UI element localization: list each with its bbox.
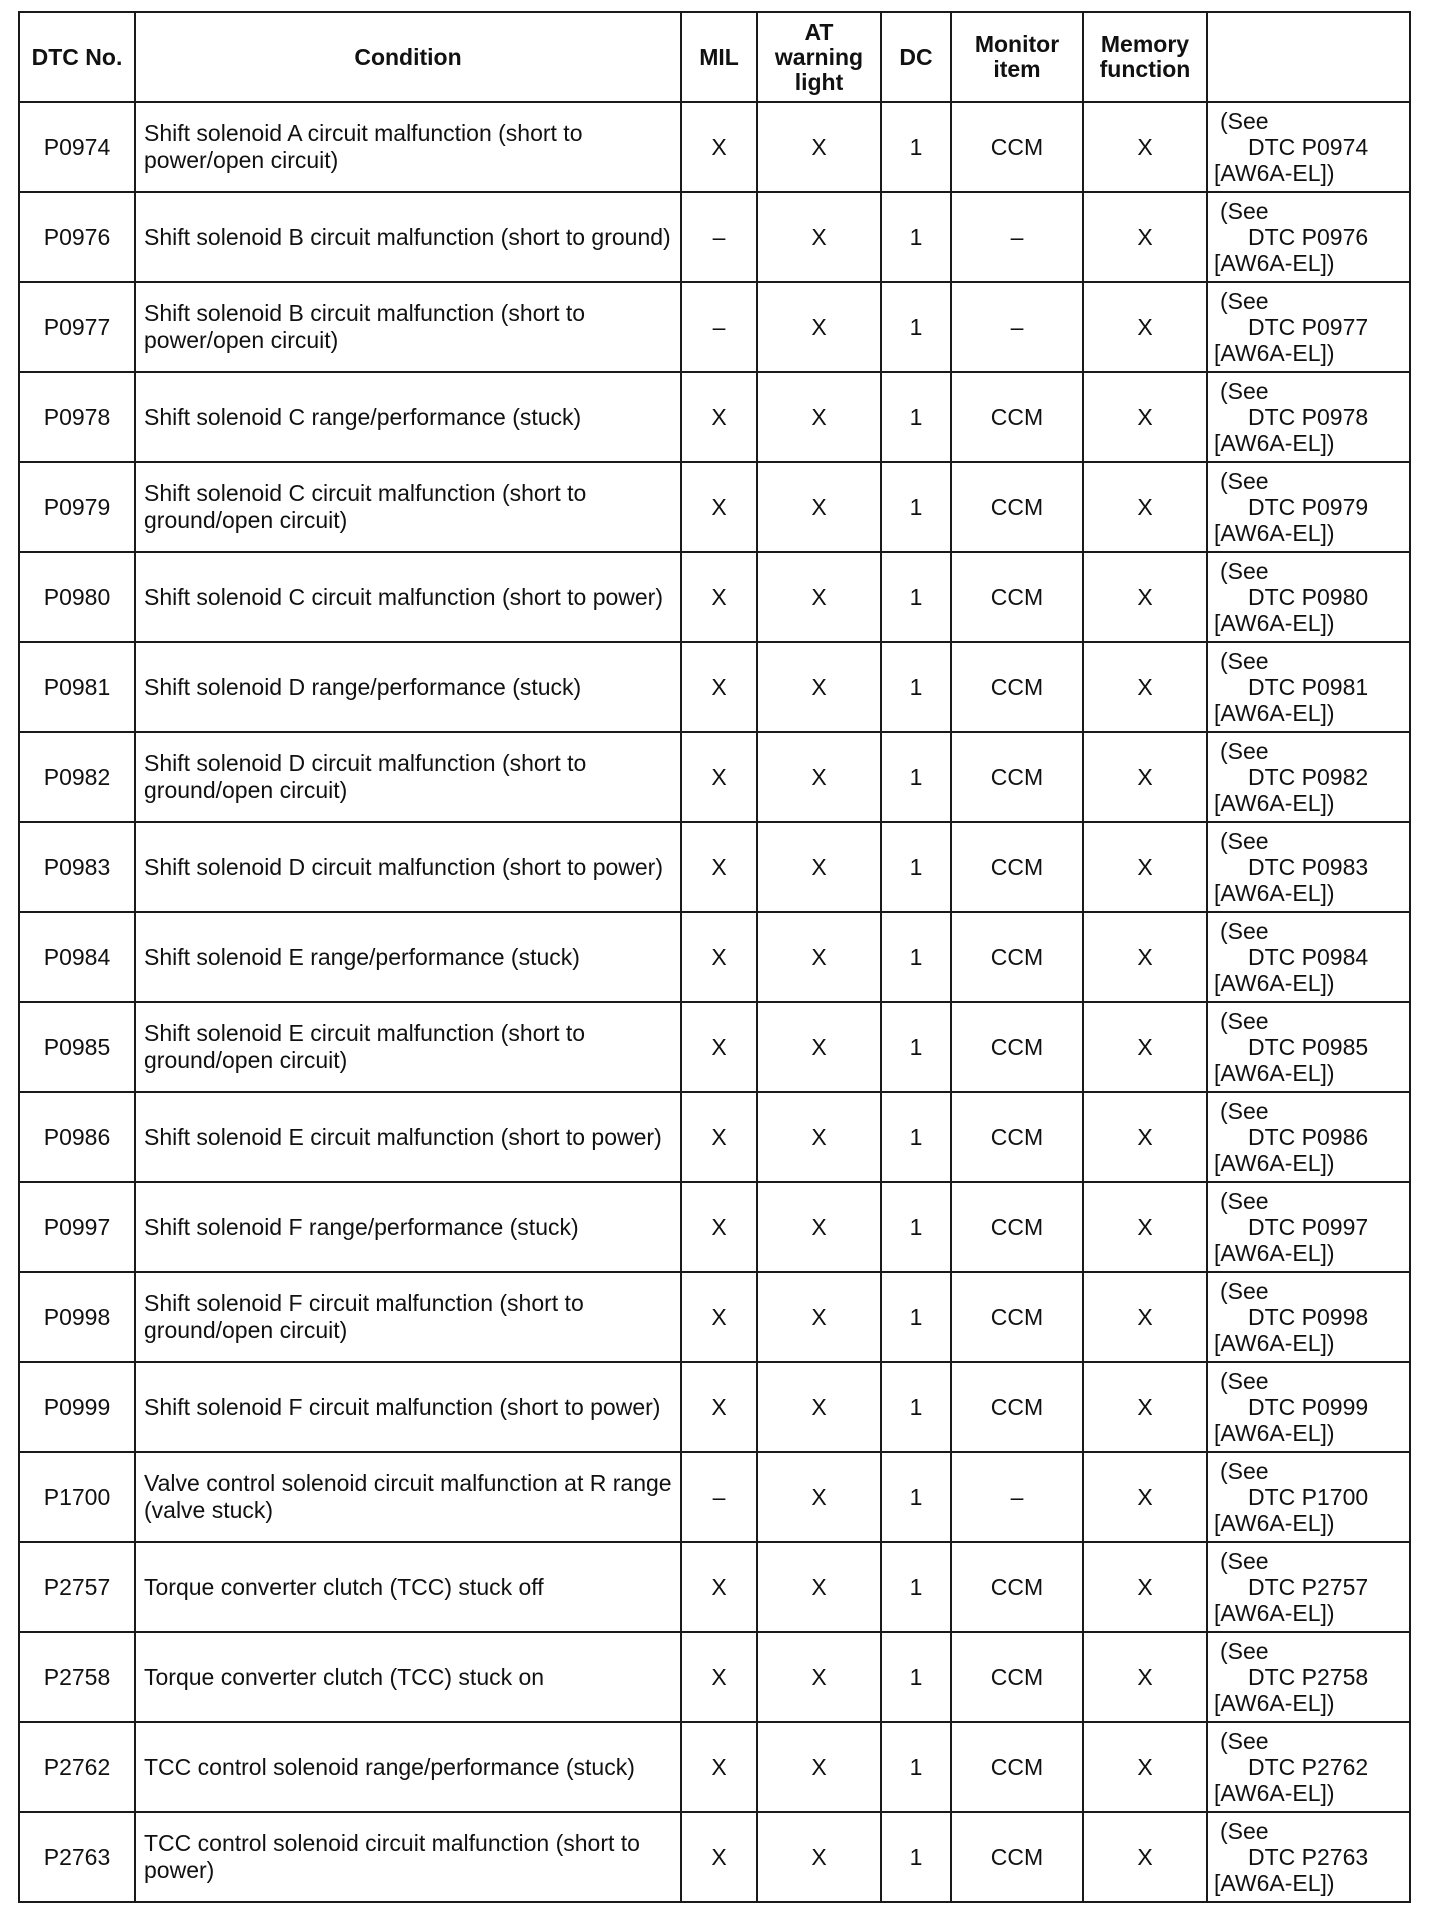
dc-cell: 1: [881, 552, 951, 642]
reference-line: DTC P0981: [1248, 674, 1369, 700]
header-monitor-item-line: item: [993, 56, 1041, 82]
monitor-item-cell: CCM: [951, 462, 1083, 552]
condition-cell: Shift solenoid C circuit malfunction (short to ground/open circuit): [135, 462, 681, 552]
reference-line: DTC P0974: [1248, 134, 1369, 160]
memory-function-cell: X: [1083, 1362, 1207, 1452]
at-warning-light-cell: X: [757, 912, 881, 1002]
reference-line: [AW6A-EL]): [1214, 1870, 1335, 1896]
reference-line: (See: [1220, 198, 1269, 224]
condition-cell: Shift solenoid F range/performance (stuck): [135, 1182, 681, 1272]
reference-cell: [1207, 192, 1410, 282]
mil-cell: X: [681, 642, 757, 732]
dtc-table: [18, 11, 1411, 1903]
dtc-code-cell: P2757: [19, 1542, 135, 1632]
condition-cell: TCC control solenoid range/performance (stuck): [135, 1722, 681, 1812]
condition-cell: Shift solenoid C circuit malfunction (short to power): [135, 552, 681, 642]
reference-line: (See: [1220, 468, 1269, 494]
dtc-code-cell: P0999: [19, 1362, 135, 1452]
reference-cell: [1207, 1362, 1410, 1452]
header-condition: Condition: [135, 12, 681, 102]
reference-line: DTC P0984: [1248, 944, 1369, 970]
monitor-item-cell: CCM: [951, 1272, 1083, 1362]
reference-cell: [1207, 822, 1410, 912]
mil-cell: X: [681, 1542, 757, 1632]
reference-line: [AW6A-EL]): [1214, 1690, 1335, 1716]
reference-line: DTC P0997: [1248, 1214, 1369, 1240]
dc-cell: 1: [881, 1002, 951, 1092]
header-memory-function-line: function: [1099, 56, 1191, 82]
reference-line: (See: [1220, 918, 1269, 944]
reference-line: DTC P0985: [1248, 1034, 1369, 1060]
reference-cell: [1207, 1632, 1410, 1722]
dc-cell: 1: [881, 1632, 951, 1722]
table-row: [19, 1812, 1410, 1902]
monitor-item-cell: CCM: [951, 1722, 1083, 1812]
reference-line: (See: [1220, 648, 1269, 674]
reference-line: (See: [1220, 1188, 1269, 1214]
dtc-code-cell: P0998: [19, 1272, 135, 1362]
at-warning-light-cell: X: [757, 1092, 881, 1182]
condition-cell: TCC control solenoid circuit malfunction (short to power): [135, 1812, 681, 1902]
table-row: [19, 552, 1410, 642]
reference-line: [AW6A-EL]): [1214, 1510, 1335, 1536]
mil-cell: –: [681, 1452, 757, 1542]
reference-line: DTC P2763: [1248, 1844, 1369, 1870]
table-row: [19, 192, 1410, 282]
header-memory-function: [1083, 12, 1207, 102]
mil-cell: X: [681, 372, 757, 462]
at-warning-light-cell: X: [757, 1452, 881, 1542]
condition-cell: Shift solenoid D range/performance (stuck): [135, 642, 681, 732]
memory-function-cell: X: [1083, 1812, 1207, 1902]
at-warning-light-cell: X: [757, 1722, 881, 1812]
reference-line: DTC P0979: [1248, 494, 1369, 520]
reference-line: [AW6A-EL]): [1214, 1060, 1335, 1086]
reference-cell: [1207, 1452, 1410, 1542]
monitor-item-cell: CCM: [951, 1632, 1083, 1722]
monitor-item-cell: CCM: [951, 102, 1083, 192]
monitor-item-cell: CCM: [951, 912, 1083, 1002]
reference-line: DTC P0982: [1248, 764, 1369, 790]
dc-cell: 1: [881, 1362, 951, 1452]
reference-line: (See: [1220, 288, 1269, 314]
monitor-item-cell: CCM: [951, 552, 1083, 642]
monitor-item-cell: CCM: [951, 1812, 1083, 1902]
table-row: [19, 462, 1410, 552]
at-warning-light-cell: X: [757, 1632, 881, 1722]
condition-cell: Shift solenoid D circuit malfunction (short to power): [135, 822, 681, 912]
dc-cell: 1: [881, 642, 951, 732]
reference-cell: [1207, 552, 1410, 642]
reference-line: [AW6A-EL]): [1214, 160, 1335, 186]
table-row: [19, 912, 1410, 1002]
dc-cell: 1: [881, 732, 951, 822]
dc-cell: 1: [881, 912, 951, 1002]
dc-cell: 1: [881, 1182, 951, 1272]
at-warning-light-cell: X: [757, 1002, 881, 1092]
condition-cell: Valve control solenoid circuit malfunction at R range (valve stuck): [135, 1452, 681, 1542]
dtc-code-cell: P0984: [19, 912, 135, 1002]
mil-cell: –: [681, 192, 757, 282]
dtc-code-cell: P1700: [19, 1452, 135, 1542]
reference-line: (See: [1220, 108, 1269, 134]
dtc-code-cell: P0974: [19, 102, 135, 192]
reference-line: DTC P0978: [1248, 404, 1369, 430]
dtc-code-cell: P0982: [19, 732, 135, 822]
condition-cell: Shift solenoid F circuit malfunction (short to ground/open circuit): [135, 1272, 681, 1362]
reference-cell: [1207, 912, 1410, 1002]
reference-line: DTC P2758: [1248, 1664, 1369, 1690]
at-warning-light-cell: X: [757, 822, 881, 912]
table-row: [19, 1002, 1410, 1092]
dtc-code-cell: P0977: [19, 282, 135, 372]
table-row: [19, 1272, 1410, 1362]
memory-function-cell: X: [1083, 462, 1207, 552]
reference-cell: [1207, 1182, 1410, 1272]
reference-line: [AW6A-EL]): [1214, 1150, 1335, 1176]
memory-function-cell: X: [1083, 1272, 1207, 1362]
reference-line: DTC P0983: [1248, 854, 1369, 880]
mil-cell: X: [681, 1272, 757, 1362]
at-warning-light-cell: X: [757, 1272, 881, 1362]
reference-cell: [1207, 732, 1410, 822]
memory-function-cell: X: [1083, 1092, 1207, 1182]
dc-cell: 1: [881, 102, 951, 192]
reference-line: (See: [1220, 1278, 1269, 1304]
reference-line: (See: [1220, 1098, 1269, 1124]
condition-cell: Shift solenoid E circuit malfunction (short to ground/open circuit): [135, 1002, 681, 1092]
condition-cell: Shift solenoid C range/performance (stuck): [135, 372, 681, 462]
reference-line: DTC P0998: [1248, 1304, 1369, 1330]
reference-line: [AW6A-EL]): [1214, 880, 1335, 906]
memory-function-cell: X: [1083, 192, 1207, 282]
reference-line: DTC P0986: [1248, 1124, 1369, 1150]
table-row: [19, 372, 1410, 462]
reference-line: (See: [1220, 1818, 1269, 1844]
mil-cell: X: [681, 1002, 757, 1092]
reference-line: DTC P0999: [1248, 1394, 1369, 1420]
condition-cell: Shift solenoid B circuit malfunction (short to ground): [135, 192, 681, 282]
dc-cell: 1: [881, 192, 951, 282]
at-warning-light-cell: X: [757, 102, 881, 192]
reference-line: [AW6A-EL]): [1214, 1240, 1335, 1266]
header-at-warning-light-line: light: [794, 68, 844, 95]
table-body: [19, 102, 1410, 1902]
reference-line: [AW6A-EL]): [1214, 520, 1335, 546]
memory-function-cell: X: [1083, 732, 1207, 822]
condition-cell: Shift solenoid B circuit malfunction (short to power/open circuit): [135, 282, 681, 372]
at-warning-light-cell: X: [757, 642, 881, 732]
mil-cell: X: [681, 1722, 757, 1812]
reference-line: (See: [1220, 828, 1269, 854]
dtc-code-cell: P0986: [19, 1092, 135, 1182]
reference-line: [AW6A-EL]): [1214, 1420, 1335, 1446]
mil-cell: X: [681, 462, 757, 552]
reference-line: [AW6A-EL]): [1214, 610, 1335, 636]
dtc-code-cell: P0979: [19, 462, 135, 552]
at-warning-light-cell: X: [757, 1812, 881, 1902]
reference-line: (See: [1220, 1008, 1269, 1034]
monitor-item-cell: CCM: [951, 732, 1083, 822]
dc-cell: 1: [881, 1092, 951, 1182]
table-row: [19, 1722, 1410, 1812]
monitor-item-cell: CCM: [951, 1362, 1083, 1452]
header-at-warning-light: [757, 12, 881, 102]
table-row: [19, 102, 1410, 192]
condition-cell: Shift solenoid D circuit malfunction (short to ground/open circuit): [135, 732, 681, 822]
monitor-item-cell: –: [951, 282, 1083, 372]
memory-function-cell: X: [1083, 912, 1207, 1002]
mil-cell: X: [681, 912, 757, 1002]
table-row: [19, 642, 1410, 732]
at-warning-light-cell: X: [757, 1362, 881, 1452]
at-warning-light-cell: X: [757, 462, 881, 552]
reference-line: [AW6A-EL]): [1214, 340, 1335, 366]
dc-cell: 1: [881, 1542, 951, 1632]
mil-cell: X: [681, 1092, 757, 1182]
reference-line: DTC P0976: [1248, 224, 1369, 250]
reference-line: (See: [1220, 378, 1269, 404]
condition-cell: Torque converter clutch (TCC) stuck on: [135, 1632, 681, 1722]
header-memory-function-line: Memory: [1100, 31, 1190, 57]
header-dtc-no: DTC No.: [19, 12, 135, 102]
dc-cell: 1: [881, 1722, 951, 1812]
at-warning-light-cell: X: [757, 1182, 881, 1272]
dtc-table-page: [18, 11, 1409, 1903]
at-warning-light-cell: X: [757, 192, 881, 282]
reference-line: (See: [1220, 1368, 1269, 1394]
table-row: [19, 1542, 1410, 1632]
reference-line: DTC P2762: [1248, 1754, 1369, 1780]
memory-function-cell: X: [1083, 822, 1207, 912]
monitor-item-cell: –: [951, 1452, 1083, 1542]
dtc-code-cell: P0976: [19, 192, 135, 282]
mil-cell: X: [681, 102, 757, 192]
condition-cell: Shift solenoid A circuit malfunction (short to power/open circuit): [135, 102, 681, 192]
reference-line: (See: [1220, 1458, 1269, 1484]
memory-function-cell: X: [1083, 1542, 1207, 1632]
dtc-code-cell: P2763: [19, 1812, 135, 1902]
memory-function-cell: X: [1083, 1452, 1207, 1542]
reference-cell: [1207, 1812, 1410, 1902]
reference-line: (See: [1220, 1548, 1269, 1574]
reference-line: [AW6A-EL]): [1214, 700, 1335, 726]
dtc-code-cell: P0978: [19, 372, 135, 462]
mil-cell: X: [681, 822, 757, 912]
reference-line: DTC P1700: [1248, 1484, 1369, 1510]
table-row: [19, 1632, 1410, 1722]
table-row: [19, 1182, 1410, 1272]
dc-cell: 1: [881, 822, 951, 912]
table-row: [19, 822, 1410, 912]
mil-cell: X: [681, 552, 757, 642]
reference-line: [AW6A-EL]): [1214, 1600, 1335, 1626]
dtc-code-cell: P0980: [19, 552, 135, 642]
reference-line: [AW6A-EL]): [1214, 970, 1335, 996]
reference-cell: [1207, 1542, 1410, 1632]
reference-cell: [1207, 462, 1410, 552]
dc-cell: 1: [881, 462, 951, 552]
reference-cell: [1207, 1002, 1410, 1092]
condition-cell: Shift solenoid F circuit malfunction (short to power): [135, 1362, 681, 1452]
reference-line: DTC P0977: [1248, 314, 1369, 340]
reference-cell: [1207, 1272, 1410, 1362]
at-warning-light-cell: X: [757, 372, 881, 462]
at-warning-light-cell: X: [757, 1542, 881, 1632]
monitor-item-cell: CCM: [951, 1182, 1083, 1272]
reference-cell: [1207, 372, 1410, 462]
table-row: [19, 1092, 1410, 1182]
monitor-item-cell: CCM: [951, 372, 1083, 462]
mil-cell: X: [681, 1362, 757, 1452]
condition-cell: Shift solenoid E range/performance (stuck): [135, 912, 681, 1002]
reference-cell: [1207, 102, 1410, 192]
header-monitor-item-line: Monitor: [974, 31, 1060, 57]
reference-line: [AW6A-EL]): [1214, 430, 1335, 456]
reference-cell: [1207, 1722, 1410, 1812]
monitor-item-cell: CCM: [951, 642, 1083, 732]
at-warning-light-cell: X: [757, 552, 881, 642]
dtc-code-cell: P0985: [19, 1002, 135, 1092]
header-monitor-item: [951, 12, 1083, 102]
mil-cell: –: [681, 282, 757, 372]
reference-line: (See: [1220, 1728, 1269, 1754]
dtc-code-cell: P2762: [19, 1722, 135, 1812]
reference-line: DTC P0980: [1248, 584, 1369, 610]
dc-cell: 1: [881, 282, 951, 372]
reference-line: (See: [1220, 1638, 1269, 1664]
monitor-item-cell: –: [951, 192, 1083, 282]
dc-cell: 1: [881, 372, 951, 462]
reference-line: [AW6A-EL]): [1214, 1780, 1335, 1806]
monitor-item-cell: CCM: [951, 822, 1083, 912]
reference-line: DTC P2757: [1248, 1574, 1369, 1600]
monitor-item-cell: CCM: [951, 1542, 1083, 1632]
mil-cell: X: [681, 1812, 757, 1902]
dtc-code-cell: P0997: [19, 1182, 135, 1272]
monitor-item-cell: CCM: [951, 1092, 1083, 1182]
monitor-item-cell: CCM: [951, 1002, 1083, 1092]
mil-cell: X: [681, 1182, 757, 1272]
table-row: [19, 1362, 1410, 1452]
header-at-warning-light-line: AT: [804, 18, 834, 45]
table-row: [19, 282, 1410, 372]
reference-line: [AW6A-EL]): [1214, 1330, 1335, 1356]
memory-function-cell: X: [1083, 282, 1207, 372]
dc-cell: 1: [881, 1272, 951, 1362]
dc-cell: 1: [881, 1452, 951, 1542]
dtc-code-cell: P0983: [19, 822, 135, 912]
memory-function-cell: X: [1083, 1002, 1207, 1092]
table-header-row: [19, 12, 1410, 102]
reference-cell: [1207, 282, 1410, 372]
reference-line: (See: [1220, 738, 1269, 764]
memory-function-cell: X: [1083, 1182, 1207, 1272]
at-warning-light-cell: X: [757, 732, 881, 822]
condition-cell: Torque converter clutch (TCC) stuck off: [135, 1542, 681, 1632]
memory-function-cell: X: [1083, 1722, 1207, 1812]
reference-line: (See: [1220, 558, 1269, 584]
at-warning-light-cell: X: [757, 282, 881, 372]
dc-cell: 1: [881, 1812, 951, 1902]
reference-cell: [1207, 1092, 1410, 1182]
mil-cell: X: [681, 732, 757, 822]
dtc-code-cell: P0981: [19, 642, 135, 732]
header-at-warning-light-line: warning: [774, 43, 864, 70]
reference-line: [AW6A-EL]): [1214, 790, 1335, 816]
memory-function-cell: X: [1083, 642, 1207, 732]
table-row: [19, 732, 1410, 822]
table-row: [19, 1452, 1410, 1542]
header-dc: DC: [881, 12, 951, 102]
condition-cell: Shift solenoid E circuit malfunction (short to power): [135, 1092, 681, 1182]
dtc-code-cell: P2758: [19, 1632, 135, 1722]
memory-function-cell: X: [1083, 102, 1207, 192]
memory-function-cell: X: [1083, 552, 1207, 642]
mil-cell: X: [681, 1632, 757, 1722]
memory-function-cell: X: [1083, 372, 1207, 462]
reference-line: [AW6A-EL]): [1214, 250, 1335, 276]
header-reference: [1207, 12, 1410, 102]
header-mil: MIL: [681, 12, 757, 102]
reference-cell: [1207, 642, 1410, 732]
memory-function-cell: X: [1083, 1632, 1207, 1722]
